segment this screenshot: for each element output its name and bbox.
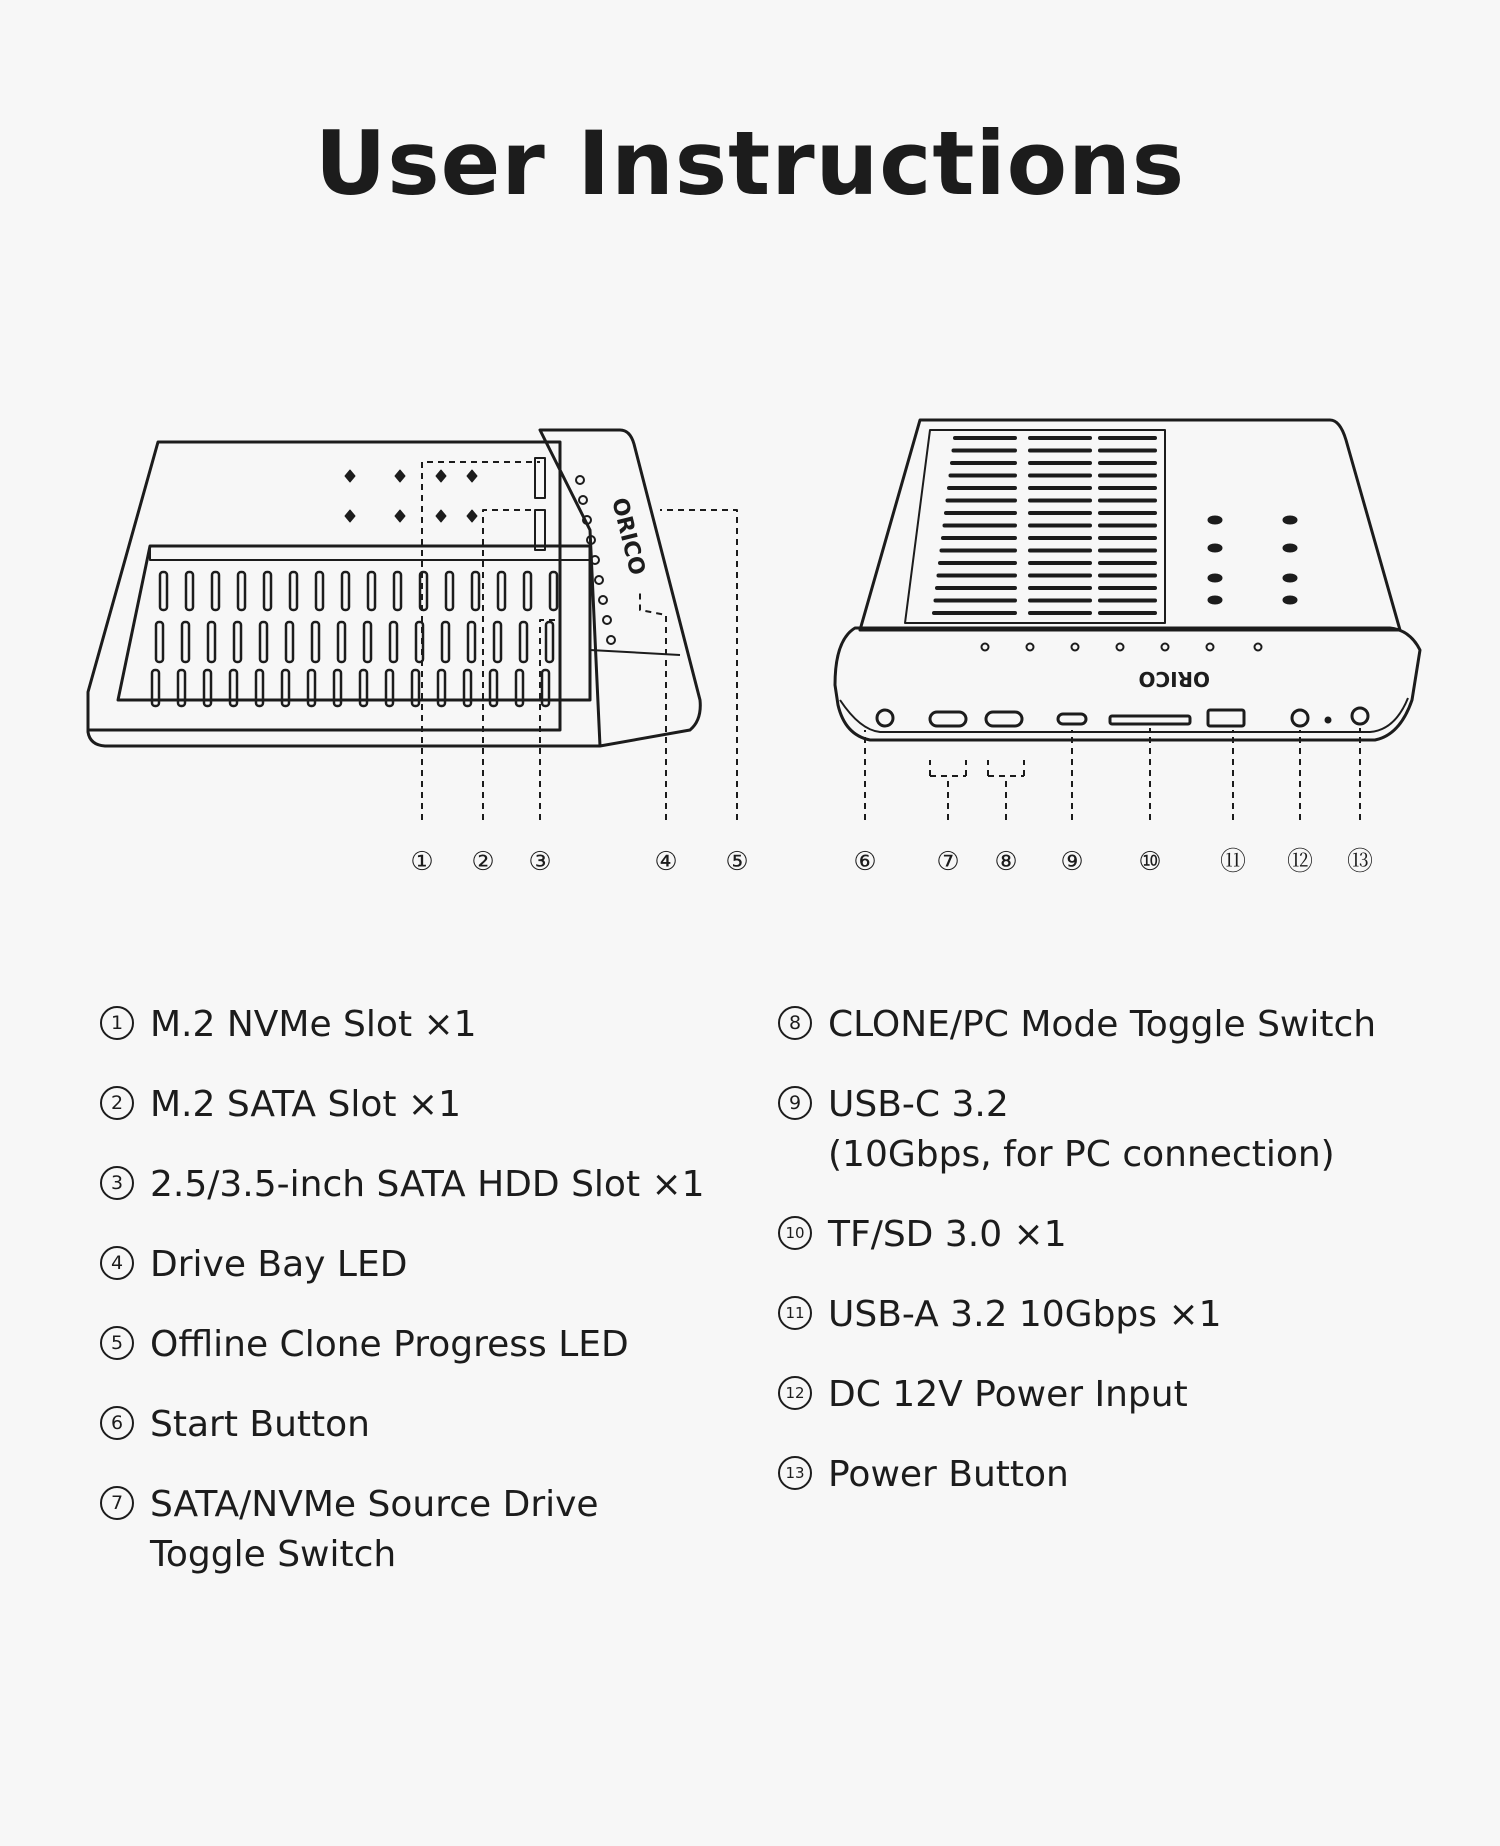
- device-top-view: [88, 430, 700, 746]
- feature-item: [100, 1000, 740, 1050]
- callout-number: ⑦: [936, 847, 960, 877]
- brand-logo-left: ORICO: [606, 495, 650, 578]
- callout-number: ⑤: [725, 847, 749, 877]
- callout-number: ⑥: [853, 847, 877, 877]
- feature-item: [778, 1290, 1478, 1340]
- feature-item: [778, 1370, 1478, 1420]
- feature-item: [100, 1400, 740, 1450]
- feature-item: [100, 1480, 740, 1580]
- feature-item: [778, 1210, 1478, 1260]
- feature-item: [100, 1320, 740, 1370]
- callout-number: ⑧: [994, 847, 1018, 877]
- callout-number: ④: [654, 847, 678, 877]
- feature-number-badge: 8: [778, 1006, 812, 1040]
- device-front-view: [835, 420, 1420, 740]
- callout-number: ⑪: [1219, 847, 1247, 877]
- feature-label: SATA/NVMe Source Drive Toggle Switch: [150, 1484, 599, 1575]
- feature-label: USB-C 3.2 (10Gbps, for PC connection): [828, 1084, 1335, 1175]
- page-title: User Instructions: [314, 112, 1186, 215]
- brand-logo-right: ORICO: [1138, 667, 1210, 691]
- feature-number-badge: 9: [778, 1086, 812, 1120]
- feature-label: Drive Bay LED: [150, 1244, 408, 1285]
- feature-label: CLONE/PC Mode Toggle Switch: [828, 1004, 1377, 1045]
- callout-number: ①: [410, 847, 434, 877]
- feature-number-badge: 10: [778, 1216, 812, 1250]
- feature-number-badge: 1: [100, 1006, 134, 1040]
- feature-label: M.2 NVMe Slot ×1: [150, 1004, 477, 1045]
- feature-item: [778, 1450, 1478, 1500]
- feature-number-badge: 7: [100, 1486, 134, 1520]
- callout-number: ⑫: [1286, 847, 1314, 877]
- feature-label: Power Button: [828, 1454, 1069, 1495]
- features-list-left: [100, 1000, 740, 1610]
- feature-label: DC 12V Power Input: [828, 1374, 1188, 1415]
- feature-item: [100, 1160, 740, 1210]
- callout-number: ⑨: [1060, 847, 1084, 877]
- feature-number-badge: 6: [100, 1406, 134, 1440]
- feature-item: [100, 1080, 740, 1130]
- callout-number: ⑩: [1138, 847, 1162, 877]
- feature-label: M.2 SATA Slot ×1: [150, 1084, 461, 1125]
- feature-item: [100, 1240, 740, 1290]
- feature-item: [778, 1000, 1478, 1050]
- feature-number-badge: 12: [778, 1376, 812, 1410]
- features-list-right: [778, 1000, 1478, 1530]
- feature-number-badge: 11: [778, 1296, 812, 1330]
- feature-number-badge: 5: [100, 1326, 134, 1360]
- feature-label: Start Button: [150, 1404, 370, 1445]
- device-diagram: [0, 400, 1500, 900]
- callout-number: ⑬: [1346, 847, 1374, 877]
- feature-label: 2.5/3.5-inch SATA HDD Slot ×1: [150, 1164, 705, 1205]
- feature-number-badge: 2: [100, 1086, 134, 1120]
- feature-label: TF/SD 3.0 ×1: [828, 1214, 1067, 1255]
- feature-item: [778, 1080, 1478, 1180]
- feature-number-badge: 3: [100, 1166, 134, 1200]
- feature-number-badge: 13: [778, 1456, 812, 1490]
- feature-label: Offline Clone Progress LED: [150, 1324, 629, 1365]
- callout-number: ②: [471, 847, 495, 877]
- feature-label: USB-A 3.2 10Gbps ×1: [828, 1294, 1222, 1335]
- callout-number: ③: [528, 847, 552, 877]
- feature-number-badge: 4: [100, 1246, 134, 1280]
